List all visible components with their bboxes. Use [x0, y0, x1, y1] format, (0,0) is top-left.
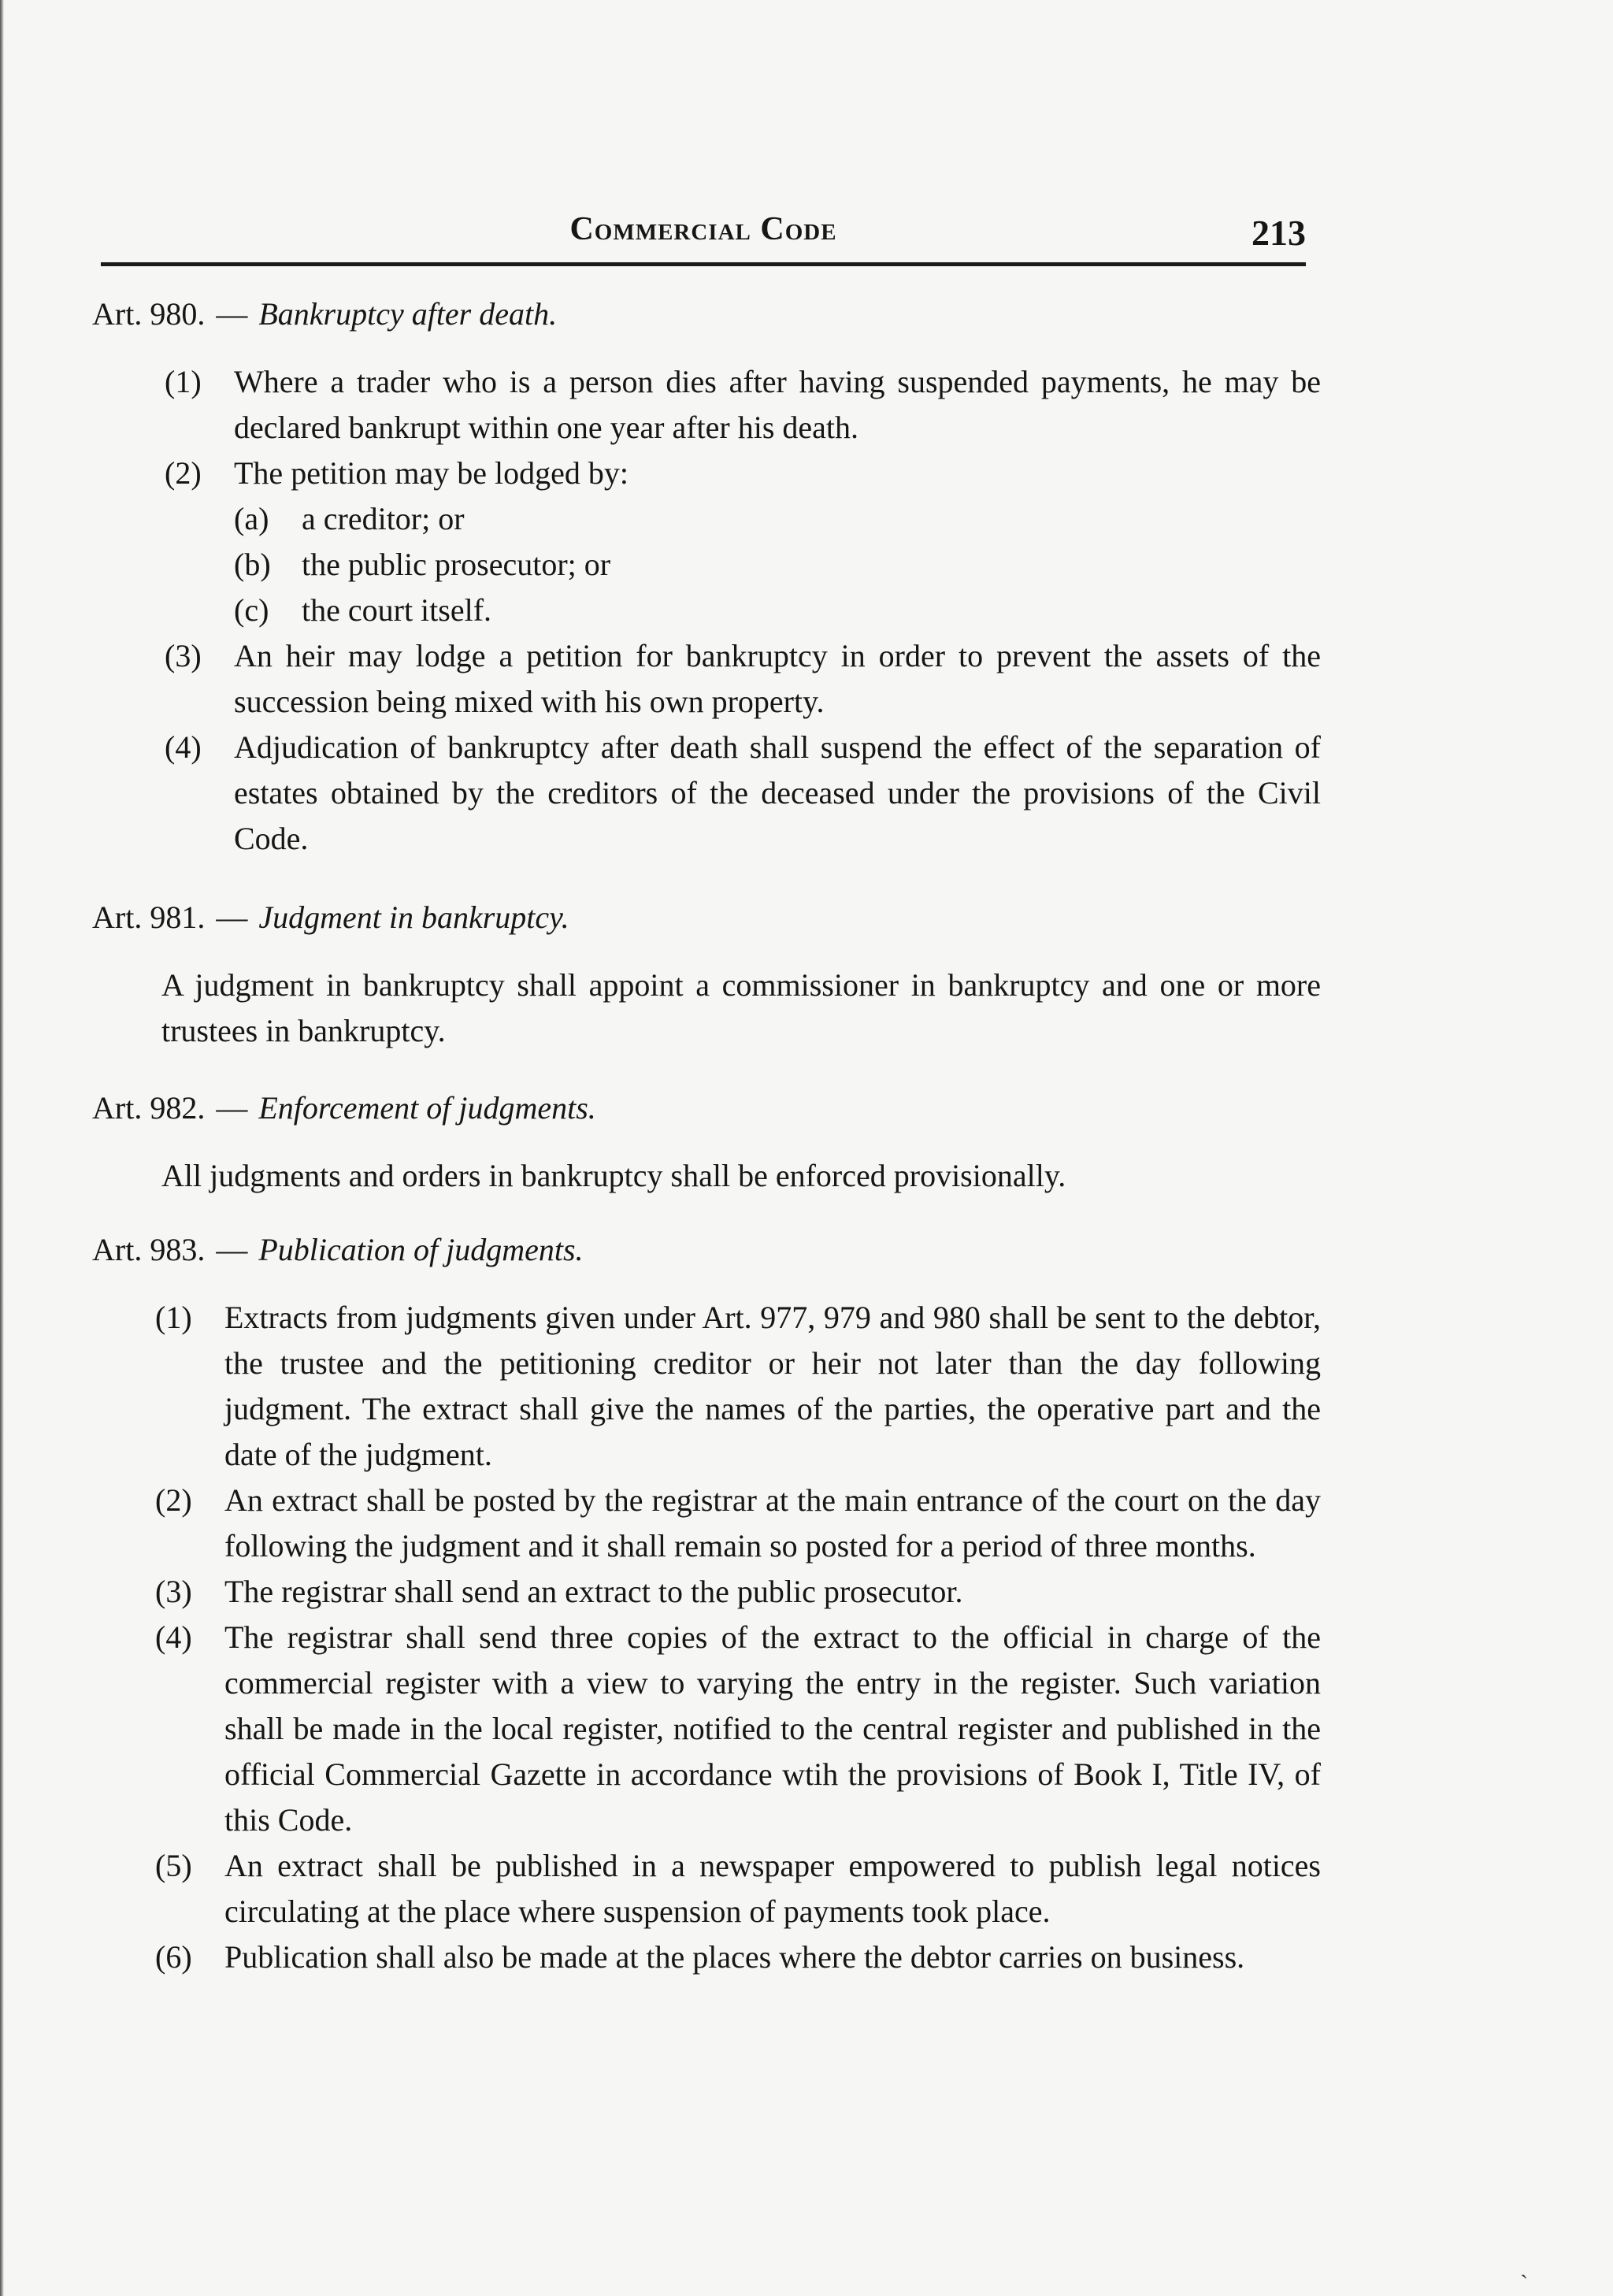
item-number: (2) — [165, 455, 202, 491]
article-item — [155, 1843, 1321, 1934]
article-heading — [92, 1227, 1321, 1273]
sub-item-text: the public prosecutor; or — [302, 547, 611, 582]
article-980 — [92, 291, 1321, 862]
article-title: Enforcement of judgments. — [258, 1090, 596, 1126]
item-number: (4) — [165, 729, 202, 765]
article-body: A judgment in bankruptcy shall appoint a commissioner in bankruptcy and one or more trustees in bankruptcy. — [161, 967, 1321, 1048]
article-item — [165, 451, 1321, 496]
article-item — [155, 1569, 1321, 1615]
article-number: Art. 983. — [92, 1232, 206, 1267]
scan-corner-mark: ˏ — [1520, 2253, 1528, 2279]
article-body: All judgments and orders in bankruptcy shall be enforced provisionally. — [161, 1158, 1066, 1193]
article-heading — [92, 291, 1321, 337]
item-number: (1) — [155, 1300, 192, 1335]
running-header-title: Commercial Code — [569, 211, 837, 247]
article-title: Judgment in bankruptcy. — [258, 899, 569, 935]
article-dash: — — [216, 899, 248, 935]
header-rule — [101, 262, 1306, 266]
page-number: 213 — [1251, 213, 1306, 253]
item-number: (6) — [155, 1939, 192, 1975]
item-number: (3) — [155, 1574, 192, 1609]
item-text: Extracts from judgments given under Art. 977, 979 and 980 shall be sent to the debtor, the trustee and the petitioning creditor or heir not later than the day following judgment. The extract shall give the names of the parties, the operative part and the date of the judgment. — [224, 1300, 1321, 1472]
article-item — [155, 1934, 1321, 1980]
article-item — [155, 1295, 1321, 1478]
item-number: (2) — [155, 1482, 192, 1518]
sub-item-text: a creditor; or — [302, 501, 465, 536]
sub-item-number: (a) — [234, 501, 269, 536]
article-number: Art. 981. — [92, 899, 206, 935]
article-item — [165, 725, 1321, 862]
article-item — [165, 633, 1321, 725]
article-item — [155, 1615, 1321, 1843]
article-title: Bankruptcy after death. — [258, 296, 558, 332]
page-binding-edge — [0, 0, 4, 2296]
running-header — [101, 207, 1306, 258]
item-text: Publication shall also be made at the places where the debtor carries on business. — [224, 1939, 1245, 1975]
article-item — [155, 1478, 1321, 1569]
sub-item-list — [234, 496, 1321, 633]
article-981 — [92, 895, 1321, 1054]
item-number: (5) — [155, 1848, 192, 1883]
article-dash: — — [216, 1232, 248, 1267]
sub-item-number: (c) — [234, 592, 269, 628]
item-text: An extract shall be published in a newspaper empowered to publish legal notices circulating at the place where suspension of payments took place. — [224, 1848, 1321, 1929]
article-number: Art. 982. — [92, 1090, 206, 1126]
item-text: Adjudication of bankruptcy after death shall suspend the effect of the separation of estates obtained by the creditors of the deceased under the provisions of the Civil Code. — [234, 729, 1321, 856]
sub-item — [234, 588, 1321, 633]
article-title: Publication of judgments. — [258, 1232, 584, 1267]
item-text: An heir may lodge a petition for bankruptcy in order to prevent the assets of the succession being mixed with his own property. — [234, 638, 1321, 719]
article-dash: — — [216, 1090, 248, 1126]
item-text: Where a trader who is a person dies after having suspended payments, he may be declared bankrupt within one year after his death. — [234, 364, 1321, 445]
article-983 — [92, 1227, 1321, 1980]
article-982 — [92, 1085, 1321, 1199]
sub-item — [234, 542, 1321, 588]
article-items — [165, 359, 1321, 862]
item-text: The registrar shall send an extract to the public prosecutor. — [224, 1574, 963, 1609]
item-text: The registrar shall send three copies of the extract to the official in charge of the commercial register with a view to varying the entry in the register. Such variation shall be made in the local register, notified to the central register and published in the official Commercial Gazette in accordance wtih the provisions of Book I, Title IV, of this Code. — [224, 1619, 1321, 1838]
article-dash: — — [216, 296, 248, 332]
article-number: Art. 980. — [92, 296, 206, 332]
article-heading — [92, 1085, 1321, 1131]
article-heading — [92, 895, 1321, 940]
sub-item-number: (b) — [234, 547, 271, 582]
item-number: (4) — [155, 1619, 192, 1655]
item-text: The petition may be lodged by: — [234, 455, 629, 491]
item-number: (3) — [165, 638, 202, 673]
page-body — [92, 291, 1321, 1980]
item-text: An extract shall be posted by the registrar at the main entrance of the court on the day following the judgment and it shall remain so posted for a period of three months. — [224, 1482, 1321, 1563]
sub-item-text: the court itself. — [302, 592, 492, 628]
article-items — [155, 1295, 1321, 1980]
article-item — [165, 359, 1321, 451]
item-number: (1) — [165, 364, 202, 399]
sub-item — [234, 496, 1321, 542]
